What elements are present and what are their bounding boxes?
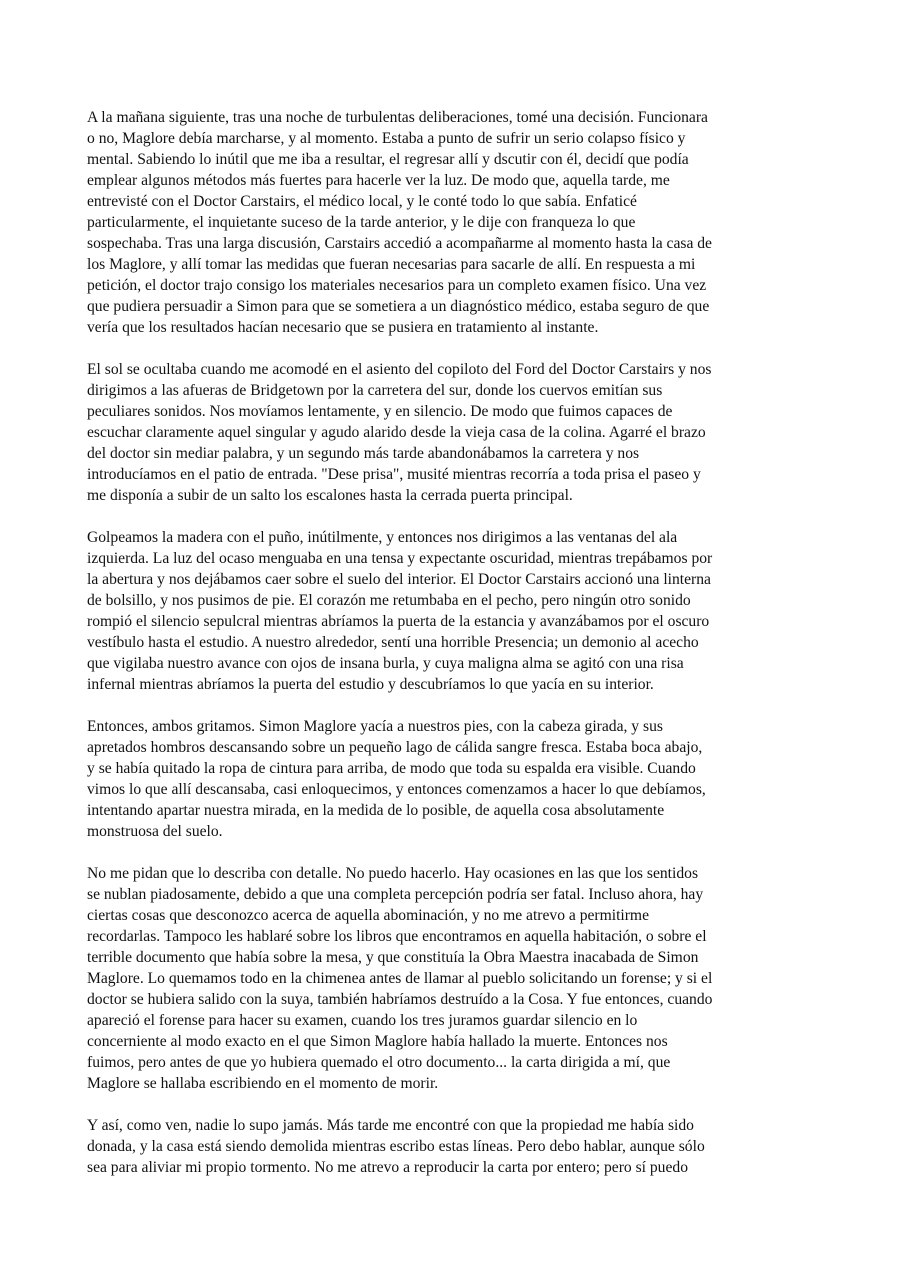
- text-line: entrevisté con el Doctor Carstairs, el médico local, y le conté todo lo que sabía. Enfaticé: [87, 193, 637, 210]
- text-line: terrible documento que había sobre la mesa, y que constituía la Obra Maestra inacabada de Simon: [87, 949, 699, 966]
- document-page: [87, 107, 824, 1199]
- text-line: vería que los resultados hacían necesario que se pusiera en tratamiento al instante.: [87, 319, 599, 336]
- text-line: escuchar claramente aquel singular y agudo alarido desde la vieja casa de la colina. Agarré el brazo: [87, 424, 706, 441]
- text-line: me disponía a subir de un salto los escalones hasta la cerrada puerta principal.: [87, 487, 573, 504]
- text-line: fuimos, pero antes de que yo hubiera quemado el otro documento... la carta dirigida a mí, que: [87, 1054, 671, 1071]
- text-line: Y así, como ven, nadie lo supo jamás. Más tarde me encontré con que la propiedad me había sido: [87, 1117, 694, 1134]
- paragraph: [87, 716, 824, 842]
- text-line: los Maglore, y allí tomar las medidas que fueran necesarias para sacarle de allí. En respuesta a mi: [87, 256, 696, 273]
- paragraph: [87, 527, 824, 695]
- paragraph: [87, 107, 824, 338]
- text-line: emplear algunos métodos más fuertes para hacerle ver la luz. De modo que, aquella tarde, me: [87, 172, 670, 189]
- text-line: apareció el forense para hacer su examen, cuando los tres juramos guardar silencio en lo: [87, 1012, 638, 1029]
- text-line: la abertura y nos dejábamos caer sobre el suelo del interior. El Doctor Carstairs accionó una linterna: [87, 571, 711, 588]
- text-line: Maglore se hallaba escribiendo en el momento de morir.: [87, 1075, 439, 1092]
- text-line: recordarlas. Tampoco les hablaré sobre los libros que encontramos en aquella habitación, o sobre el: [87, 928, 707, 945]
- text-line: que vigilaba nuestro avance con ojos de insana burla, y cuya maligna alma se agitó con una risa: [87, 655, 684, 672]
- text-line: o no, Maglore debía marcharse, y al momento. Estaba a punto de sufrir un serio colapso físico y: [87, 130, 686, 147]
- text-line: izquierda. La luz del ocaso menguaba en una tensa y expectante oscuridad, mientras trepábamos por: [87, 550, 713, 567]
- paragraph: [87, 1115, 824, 1178]
- text-line: rompió el silencio sepulcral mientras abríamos la puerta de la estancia y avanzábamos por el oscuro: [87, 613, 710, 630]
- text-line: Golpeamos la madera con el puño, inútilmente, y entonces nos dirigimos a las ventanas del ala: [87, 529, 678, 546]
- paragraph: [87, 359, 824, 506]
- paragraph: [87, 863, 824, 1094]
- text-line: que pudiera persuadir a Simon para que se sometiera a un diagnóstico médico, estaba seguro de que: [87, 298, 710, 315]
- text-line: El sol se ocultaba cuando me acomodé en el asiento del copiloto del Ford del Doctor Carstairs y nos: [87, 361, 712, 378]
- text-line: Maglore. Lo quemamos todo en la chimenea antes de llamar al pueblo solicitando un forense; y si el: [87, 970, 713, 987]
- text-line: y se había quitado la ropa de cintura para arriba, de modo que toda su espalda era visible. Cuando: [87, 760, 696, 777]
- text-line: dirigimos a las afueras de Bridgetown por la carretera del sur, donde los cuervos emitían sus: [87, 382, 663, 399]
- text-line: No me pidan que lo describa con detalle. No puedo hacerlo. Hay ocasiones en las que los sentidos: [87, 865, 699, 882]
- text-line: A la mañana siguiente, tras una noche de turbulentas deliberaciones, tomé una decisión. Funcionara: [87, 109, 708, 126]
- text-line: intentando apartar nuestra mirada, en la medida de lo posible, de aquella cosa absolutamente: [87, 802, 665, 819]
- text-line: mental. Sabiendo lo inútil que me iba a resultar, el regresar allí y dscutir con él, decidí que podía: [87, 151, 689, 168]
- text-line: introducíamos en el patio de entrada. "Dese prisa", musité mientras recorría a toda prisa el paseo y: [87, 466, 701, 483]
- text-line: peculiares sonidos. Nos movíamos lentamente, y en silencio. De modo que fuimos capaces de: [87, 403, 673, 420]
- text-line: vestíbulo hasta el estudio. A nuestro alrededor, sentí una horrible Presencia; un demonio al acecho: [87, 634, 699, 651]
- text-line: particularmente, el inquietante suceso de la tarde anterior, y le dije con franqueza lo que: [87, 214, 636, 231]
- text-line: del doctor sin mediar palabra, y un segundo más tarde abandonábamos la carretera y nos: [87, 445, 640, 462]
- text-line: sea para aliviar mi propio tormento. No me atrevo a reproducir la carta por entero; pero sí puedo: [87, 1159, 688, 1176]
- text-line: vimos lo que allí descansaba, casi enloquecimos, y entonces comenzamos a hacer lo que debíamos,: [87, 781, 706, 798]
- text-line: Entonces, ambos gritamos. Simon Maglore yacía a nuestros pies, con la cabeza girada, y sus: [87, 718, 663, 735]
- text-line: doctor se hubiera salido con la suya, también habríamos destruído a la Cosa. Y fue entonces, cuando: [87, 991, 713, 1008]
- text-line: infernal mientras abríamos la puerta del estudio y descubríamos lo que yacía en su interior.: [87, 676, 654, 693]
- text-line: petición, el doctor trajo consigo los materiales necesarios para un completo examen físico. Una vez: [87, 277, 707, 294]
- text-line: ciertas cosas que desconozco acerca de aquella abominación, y no me atrevo a permitirme: [87, 907, 649, 924]
- text-line: sospechaba. Tras una larga discusión, Carstairs accedió a acompañarme al momento hasta la casa de: [87, 235, 712, 252]
- text-line: se nublan piadosamente, debido a que una completa percepción podría ser fatal. Incluso ahora, hay: [87, 886, 704, 903]
- text-line: concerniente al modo exacto en el que Simon Maglore había hallado la muerte. Entonces nos: [87, 1033, 668, 1050]
- text-line: apretados hombros descansando sobre un pequeño lago de cálida sangre fresca. Estaba boca abajo,: [87, 739, 703, 756]
- text-line: de bolsillo, y nos pusimos de pie. El corazón me retumbaba en el pecho, pero ningún otro sonido: [87, 592, 691, 609]
- text-line: monstruosa del suelo.: [87, 823, 223, 840]
- text-line: donada, y la casa está siendo demolida mientras escribo estas líneas. Pero debo hablar, aunque sólo: [87, 1138, 705, 1155]
